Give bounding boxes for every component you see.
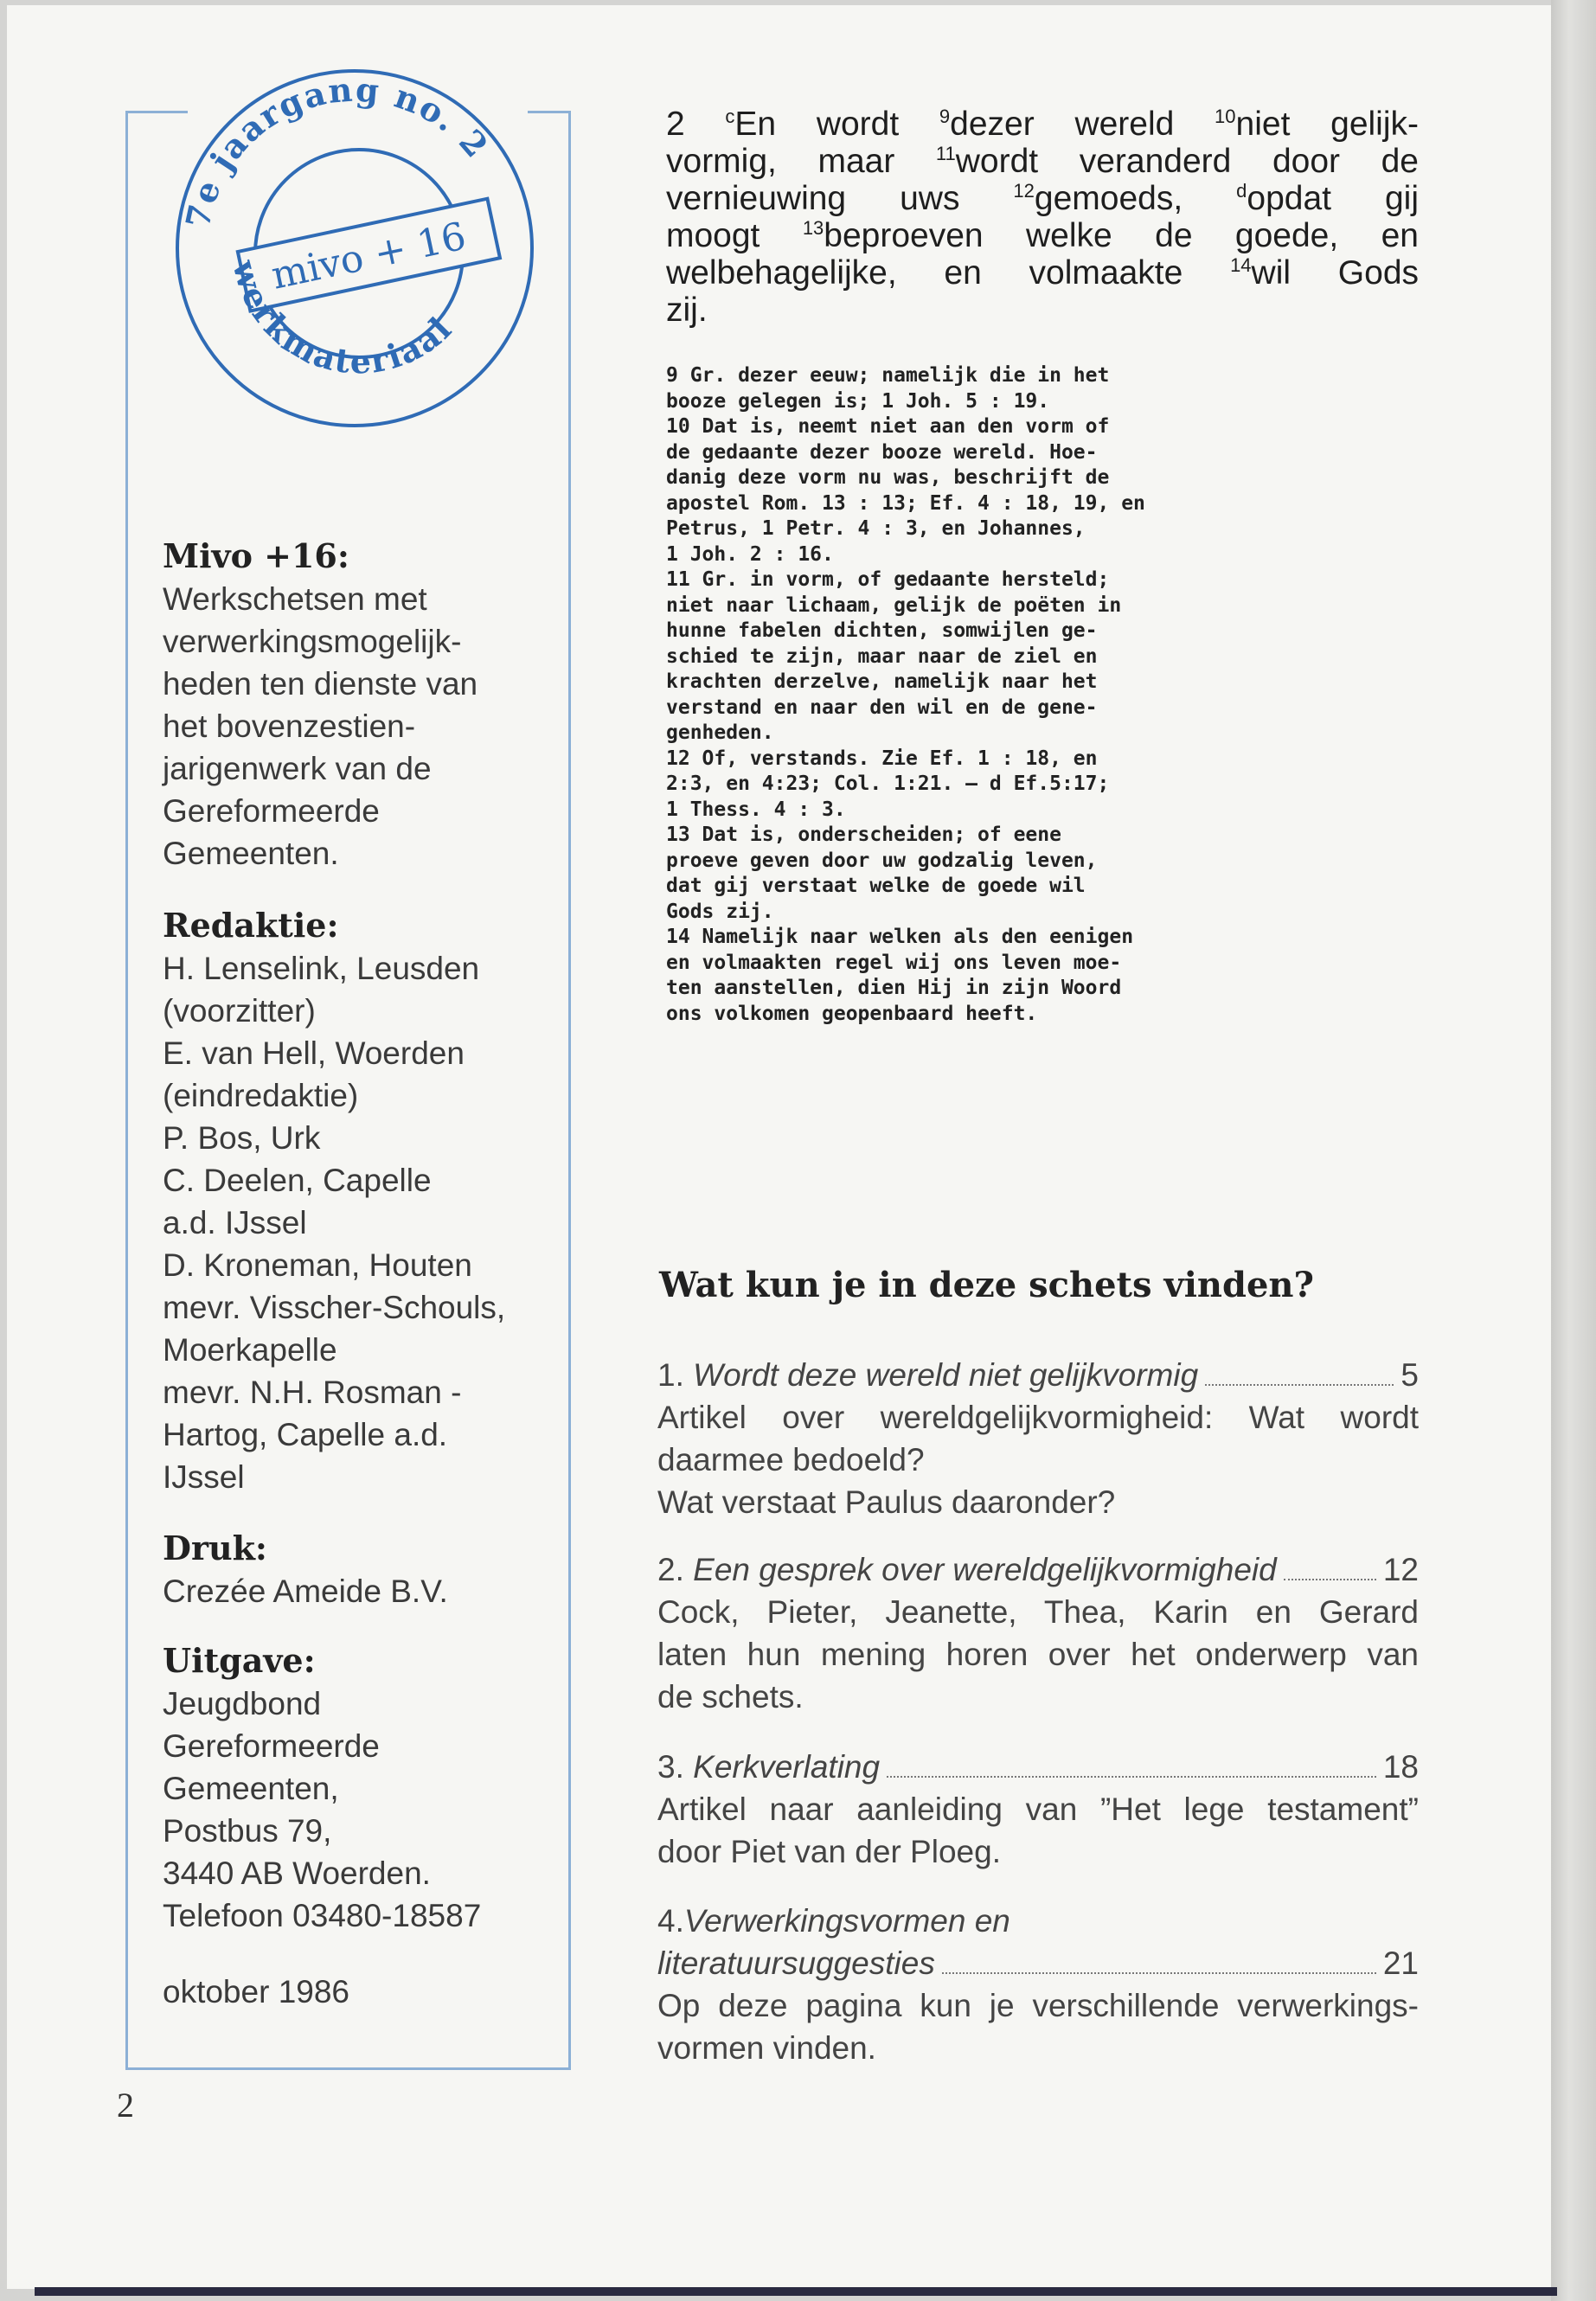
mivo-line: Gereformeerde [163,793,380,829]
stamp-label: mivo + 16 [267,214,471,298]
footnote-line: danig deze vorm nu was, beschrijft de [666,466,1110,489]
footnote-ref: 9 [939,106,951,127]
toc-description: Wat verstaat Paulus daaronder? [657,1484,1116,1520]
verse-text: wil Gods [1251,254,1420,292]
verse-footnotes [666,363,1163,1027]
redaktie-line: a.d. IJssel [163,1205,307,1240]
verse-text: zij. [666,292,708,329]
verse-text: vernieuwing uws [666,180,1014,217]
toc-description: door Piet van der Ploeg. [657,1834,1001,1869]
footnote-line: 2:3, en 4:23; Col. 1:21. — d Ef.5:17; [666,772,1110,795]
verse-text: vormig, maar [666,143,936,180]
verse-text: gemoeds, [1034,180,1237,217]
footnote-line: proeve geven door uw godzalig leven, [666,849,1098,872]
toc-leader [1284,1579,1376,1580]
uitgave-address [163,1682,561,1937]
redaktie-line: mevr. Visscher-Schouls, [163,1290,506,1325]
toc-description: Artikel over wereldgelijkvormigheid: Wat wordt [657,1400,1419,1435]
verse-text: 2 [666,106,726,143]
footnote-line: apostel Rom. 13 : 13; Ef. 4 : 18, 19, en [666,491,1145,515]
verse-text: beproeven welke de goede, en [824,217,1419,254]
toc-page-number: 21 [1382,1945,1419,1981]
redaktie-line: D. Kroneman, Houten [163,1247,472,1283]
toc-number: 4. [657,1903,684,1939]
verse-text: welbehagelijke, en volmaakte [666,254,1231,292]
redaktie-line: E. van Hell, Woerden [163,1035,465,1071]
druk-line: Crezée Ameide B.V. [163,1574,448,1609]
redaktie-line: (eindredaktie) [163,1078,359,1113]
toc-number: 3. [657,1749,694,1785]
footnote-line: genheden. [666,721,774,744]
footnote-line: 1 Joh. 2 : 16. [666,542,834,566]
toc-leader [1205,1384,1394,1386]
footnote-ref: 14 [1230,254,1252,276]
footnote-ref: 10 [1215,106,1236,127]
mivo-line: heden ten dienste van [163,666,478,702]
uitgave-line: Jeugdbond [163,1686,322,1721]
verse-text: wordt veranderd door de [955,143,1419,180]
scan-edge-strip [35,2287,1557,2296]
footnote-line: 10 Dat is, neemt niet aan den vorm of [666,415,1110,438]
toc-title-line [657,1548,1419,1591]
footnote-ref: c [725,106,735,127]
toc-title: Verwerkingsvormen en [683,1903,1010,1939]
toc-title: Kerkverlating [693,1749,881,1785]
redaktie-line: mevr. N.H. Rosman - [163,1375,462,1410]
footnote-line: krachten derzelve, namelijk naar het [666,670,1098,693]
jaargang-stamp [156,48,554,445]
mivo-line: Gemeenten. [163,836,339,871]
redaktie-list [163,947,561,1498]
colophon-mivo [163,535,561,875]
verse-text: dezer wereld [950,106,1215,143]
bible-verse [666,106,1419,329]
verse-text: niet gelijk- [1235,106,1419,143]
redaktie-line: P. Bos, Urk [163,1120,321,1156]
footnote-line: ten aanstellen, dien Hij in zijn Woord [666,977,1122,999]
publication-date: oktober 1986 [163,1974,350,2009]
colophon-redaktie [163,904,561,1498]
footnote-ref: 11 [935,143,956,164]
toc-title: Wat kun je in deze schets vinden? [659,1265,1314,1305]
footnote-line: 11 Gr. in vorm, of gedaante hersteld; [666,568,1110,591]
footnote-line: dat gij verstaat welke de goede wil [666,875,1086,897]
stamp-arc-bottom: werkmateriaal [225,256,460,381]
toc-description: laten hun mening horen over het onderwerp van [657,1637,1419,1672]
toc-item[interactable] [657,1746,1419,1873]
druk-text [163,1570,561,1612]
toc-description: daarmee bedoeld? [657,1442,925,1477]
colophon-uitgave [163,1639,561,1937]
redaktie-heading: Redaktie: [163,906,339,945]
footnote-line: niet naar lichaam, gelijk de poëten in [666,593,1122,617]
toc-description: Cock, Pieter, Jeanette, Thea, Karin en Gerard [657,1594,1419,1630]
verse-line [666,143,1419,180]
footnote-ref: d [1236,180,1247,202]
footnote-line: de gedaante dezer booze wereld. Hoe- [666,440,1098,464]
verse-text: moogt [666,217,803,254]
footnote-line: 13 Dat is, onderscheiden; of eene [666,824,1061,846]
verse-text: En wordt [734,106,939,143]
footnote-line: booze gelegen is; 1 Joh. 5 : 19. [666,389,1050,413]
uitgave-line: Gemeenten, [163,1771,339,1806]
footnote-line: 12 Of, verstands. Zie Ef. 1 : 18, en [666,747,1098,770]
toc-item[interactable] [657,1354,1419,1523]
mivo-line: jarigenwerk van de [163,751,432,786]
verse-line [666,180,1419,217]
footnote-line: 14 Namelijk naar welken als den eenigen [666,926,1134,948]
redaktie-line: C. Deelen, Capelle [163,1163,432,1198]
footnote-line: Gods zij. [666,900,774,923]
toc-title-line [657,1354,1419,1396]
redaktie-line: (voorzitter) [163,993,316,1029]
mivo-line: verwerkingsmogelijk- [163,624,462,659]
toc-title: Een gesprek over wereldgelijkvormigheid [693,1552,1277,1587]
toc-title: Wordt deze wereld niet gelijkvormig [693,1357,1199,1393]
verse-text: opdat gij [1247,180,1419,217]
mivo-description [163,578,561,875]
footnote-line: ons volkomen geopenbaard heeft. [666,1002,1038,1025]
redaktie-line: H. Lenselink, Leusden [163,951,480,986]
mivo-line: het bovenzestien- [163,708,416,744]
uitgave-line: Postbus 79, [163,1813,332,1849]
uitgave-heading: Uitgave: [163,1641,316,1680]
mivo-line: Werkschetsen met [163,581,427,617]
toc-number: 2. [657,1552,694,1587]
page-edge-shadow [1551,0,1596,2301]
verse-line [666,292,1419,329]
footnote-line: schied te zijn, maar naar de ziel en [666,644,1098,668]
toc-description: Op deze pagina kun je verschillende verwerkings- [657,1988,1419,2023]
footnote-ref: 13 [802,217,824,239]
verse-line [666,217,1419,254]
druk-heading: Druk: [163,1529,267,1567]
toc-page-number: 5 [1401,1357,1419,1393]
toc-page-number: 12 [1382,1552,1419,1587]
redaktie-line: Moerkapelle [163,1332,337,1368]
toc-leader [942,1972,1376,1974]
colophon-druk [163,1527,561,1612]
footnote-line: verstand en naar den wil en de gene- [666,695,1098,719]
toc-item[interactable] [657,1900,1419,2069]
toc-leader [887,1776,1376,1778]
page-number: 2 [117,2086,134,2125]
footnote-line: Petrus, 1 Petr. 4 : 3, en Johannes, [666,517,1086,540]
verse-line [666,254,1419,292]
stamp-arc-top: 7e jaargang no. 2 [177,69,497,232]
toc-number: 1. [657,1357,694,1393]
footnote-line: 1 Thess. 4 : 3. [666,798,846,821]
footnote-line: 9 Gr. dezer eeuw; namelijk die in het [666,364,1110,387]
toc-description: de schets. [657,1679,804,1715]
toc-title: literatuursuggesties [657,1945,935,1981]
toc-description: Artikel naar aanleiding van ”Het lege testament” [657,1791,1419,1827]
verse-line [666,106,1419,143]
redaktie-line: IJssel [163,1459,245,1495]
footnote-line: en volmaakten regel wij ons leven moe- [666,951,1122,974]
uitgave-line: Telefoon 03480-18587 [163,1898,482,1933]
toc-title-line [657,1942,1419,1984]
footnote-line: hunne fabelen dichten, somwijlen ge- [666,619,1098,642]
uitgave-line: 3440 AB Woerden. [163,1856,431,1891]
toc-title-line [657,1900,1419,1942]
toc-item[interactable] [657,1548,1419,1718]
uitgave-line: Gereformeerde [163,1728,380,1764]
toc-description: vormen vinden. [657,2030,876,2066]
mivo-heading: Mivo +16: [163,536,349,575]
toc-page-number: 18 [1382,1749,1419,1785]
footnote-ref: 12 [1013,180,1035,202]
toc-title-line [657,1746,1419,1788]
redaktie-line: Hartog, Capelle a.d. [163,1417,448,1452]
